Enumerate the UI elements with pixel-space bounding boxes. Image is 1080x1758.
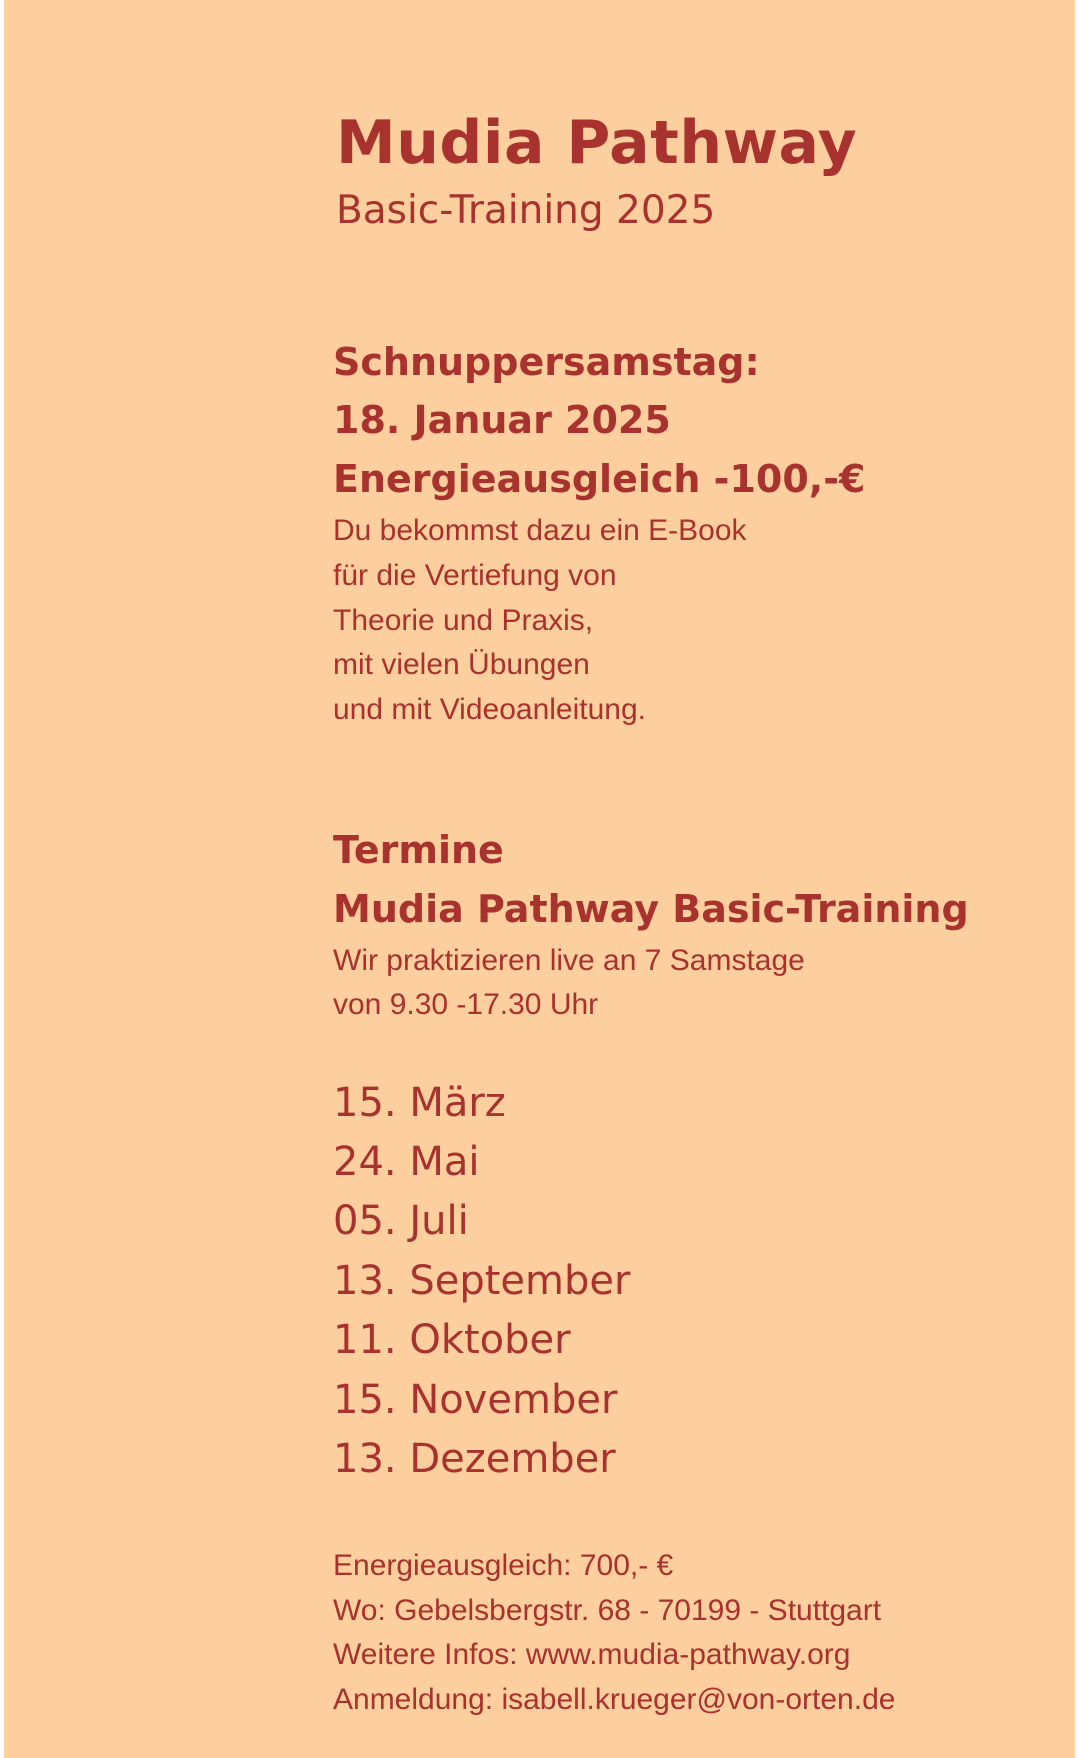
- termine-info-line: Wir praktizieren live an 7 Samstage: [333, 944, 805, 977]
- termin-date: 15. November: [333, 1377, 618, 1423]
- termin-date: 13. September: [333, 1258, 631, 1304]
- termin-date: 05. Juli: [333, 1198, 469, 1244]
- termine-heading: Termine: [333, 828, 504, 872]
- page-subtitle: Basic-Training 2025: [336, 188, 716, 233]
- schnupper-date: 18. Januar 2025: [333, 398, 671, 442]
- footer-info-link[interactable]: Weitere Infos: www.mudia-pathway.org: [333, 1638, 851, 1671]
- termin-date: 11. Oktober: [333, 1317, 571, 1363]
- schnupper-description-line: Du bekommst dazu ein E-Book: [333, 514, 747, 547]
- page-title: Mudia Pathway: [336, 108, 858, 178]
- termine-subheading: Mudia Pathway Basic-Training: [333, 887, 969, 931]
- schnupper-description-line: für die Vertiefung von: [333, 559, 617, 592]
- footer-location: Wo: Gebelsbergstr. 68 - 70199 - Stuttgart: [333, 1594, 882, 1627]
- termin-date: 13. Dezember: [333, 1436, 616, 1482]
- termin-date: 15. März: [333, 1080, 506, 1126]
- schnupper-price: Energieausgleich -100,-€: [333, 457, 866, 501]
- schnupper-heading: Schnuppersamstag:: [333, 340, 760, 384]
- schnupper-description-line: mit vielen Übungen: [333, 648, 590, 681]
- schnupper-description-line: und mit Videoanleitung.: [333, 693, 647, 726]
- footer-price: Energieausgleich: 700,- €: [333, 1549, 674, 1582]
- termine-info-line: von 9.30 -17.30 Uhr: [333, 988, 599, 1021]
- schnupper-description-line: Theorie und Praxis,: [333, 604, 594, 637]
- flyer-page: [4, 0, 1075, 1758]
- termin-date: 24. Mai: [333, 1139, 480, 1185]
- footer-registration-email[interactable]: Anmeldung: isabell.krueger@von-orten.de: [333, 1683, 896, 1716]
